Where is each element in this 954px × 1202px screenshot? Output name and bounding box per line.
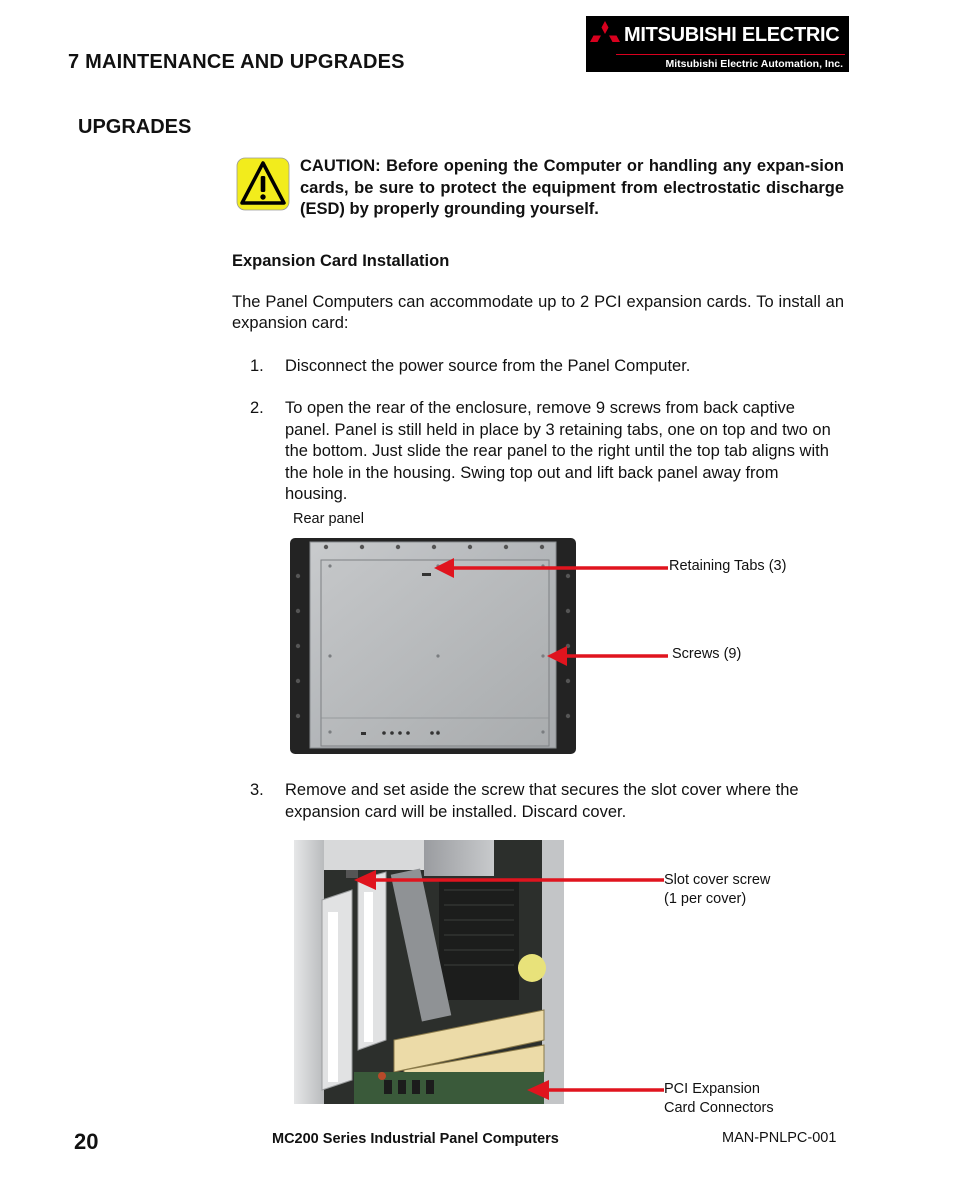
step-text: Disconnect the power source from the Panel Computer.: [285, 357, 691, 375]
callout-label: Card Connectors: [664, 1100, 774, 1116]
footer-doc-code: MAN-PNLPC-001: [722, 1130, 837, 1146]
step-number: 2.: [250, 399, 264, 417]
callout-arrows: [350, 868, 666, 1104]
page-number: 20: [74, 1129, 99, 1154]
page-heading: UPGRADES: [78, 116, 192, 138]
callout-arrows: [430, 554, 670, 666]
callout-label: (1 per cover): [664, 891, 747, 907]
intro-paragraph: The Panel Computers can accommodate up to 2 PCI expansion cards. To install an expansion card:: [232, 293, 844, 332]
callout-arrowhead: [434, 558, 454, 578]
step-number: 1.: [250, 357, 264, 375]
logo-wordmark: MITSUBISHI ELECTRIC: [624, 23, 840, 46]
subheading: Expansion Card Installation: [232, 252, 450, 270]
callout-label: PCI Expansion: [664, 1081, 760, 1097]
step-text: To open the rear of the enclosure, remove 9 screws from back captive panel. Panel is still held in place by 3 retaining tabs, one on top and two on the bottom. Just slide the rear panel to the right until the top tab aligns with the hole in the housing. Swing top out and lift back panel away from housing.: [285, 399, 831, 503]
logo-rule: [616, 54, 845, 55]
three-diamonds-icon: [589, 20, 621, 50]
section-title: 7 MAINTENANCE AND UPGRADES: [68, 51, 405, 73]
figure-caption: Rear panel: [293, 511, 364, 527]
step-number: 3.: [250, 781, 264, 799]
mitsubishi-logo: [586, 16, 849, 72]
caution-text: CAUTION: Before opening the Computer or handling any expan-sion cards, be sure to protect the equipment from electrostatic discharge (ESD) by properly grounding yourself.: [300, 157, 844, 218]
callout-arrowhead: [527, 1080, 549, 1100]
logo-subtitle: Mitsubishi Electric Automation, Inc.: [665, 58, 843, 70]
footer-doc-title: MC200 Series Industrial Panel Computers: [272, 1131, 559, 1147]
callout-label: Retaining Tabs (3): [669, 558, 787, 574]
callout-label: Screws (9): [672, 646, 742, 662]
warning-triangle-icon: [236, 157, 290, 211]
callout-label: Slot cover screw: [664, 872, 771, 888]
step-text: Remove and set aside the screw that secures the slot cover where the expansion card will be installed. Discard cover.: [285, 781, 799, 821]
callout-arrowhead: [354, 870, 376, 890]
callout-arrowhead: [547, 646, 567, 666]
